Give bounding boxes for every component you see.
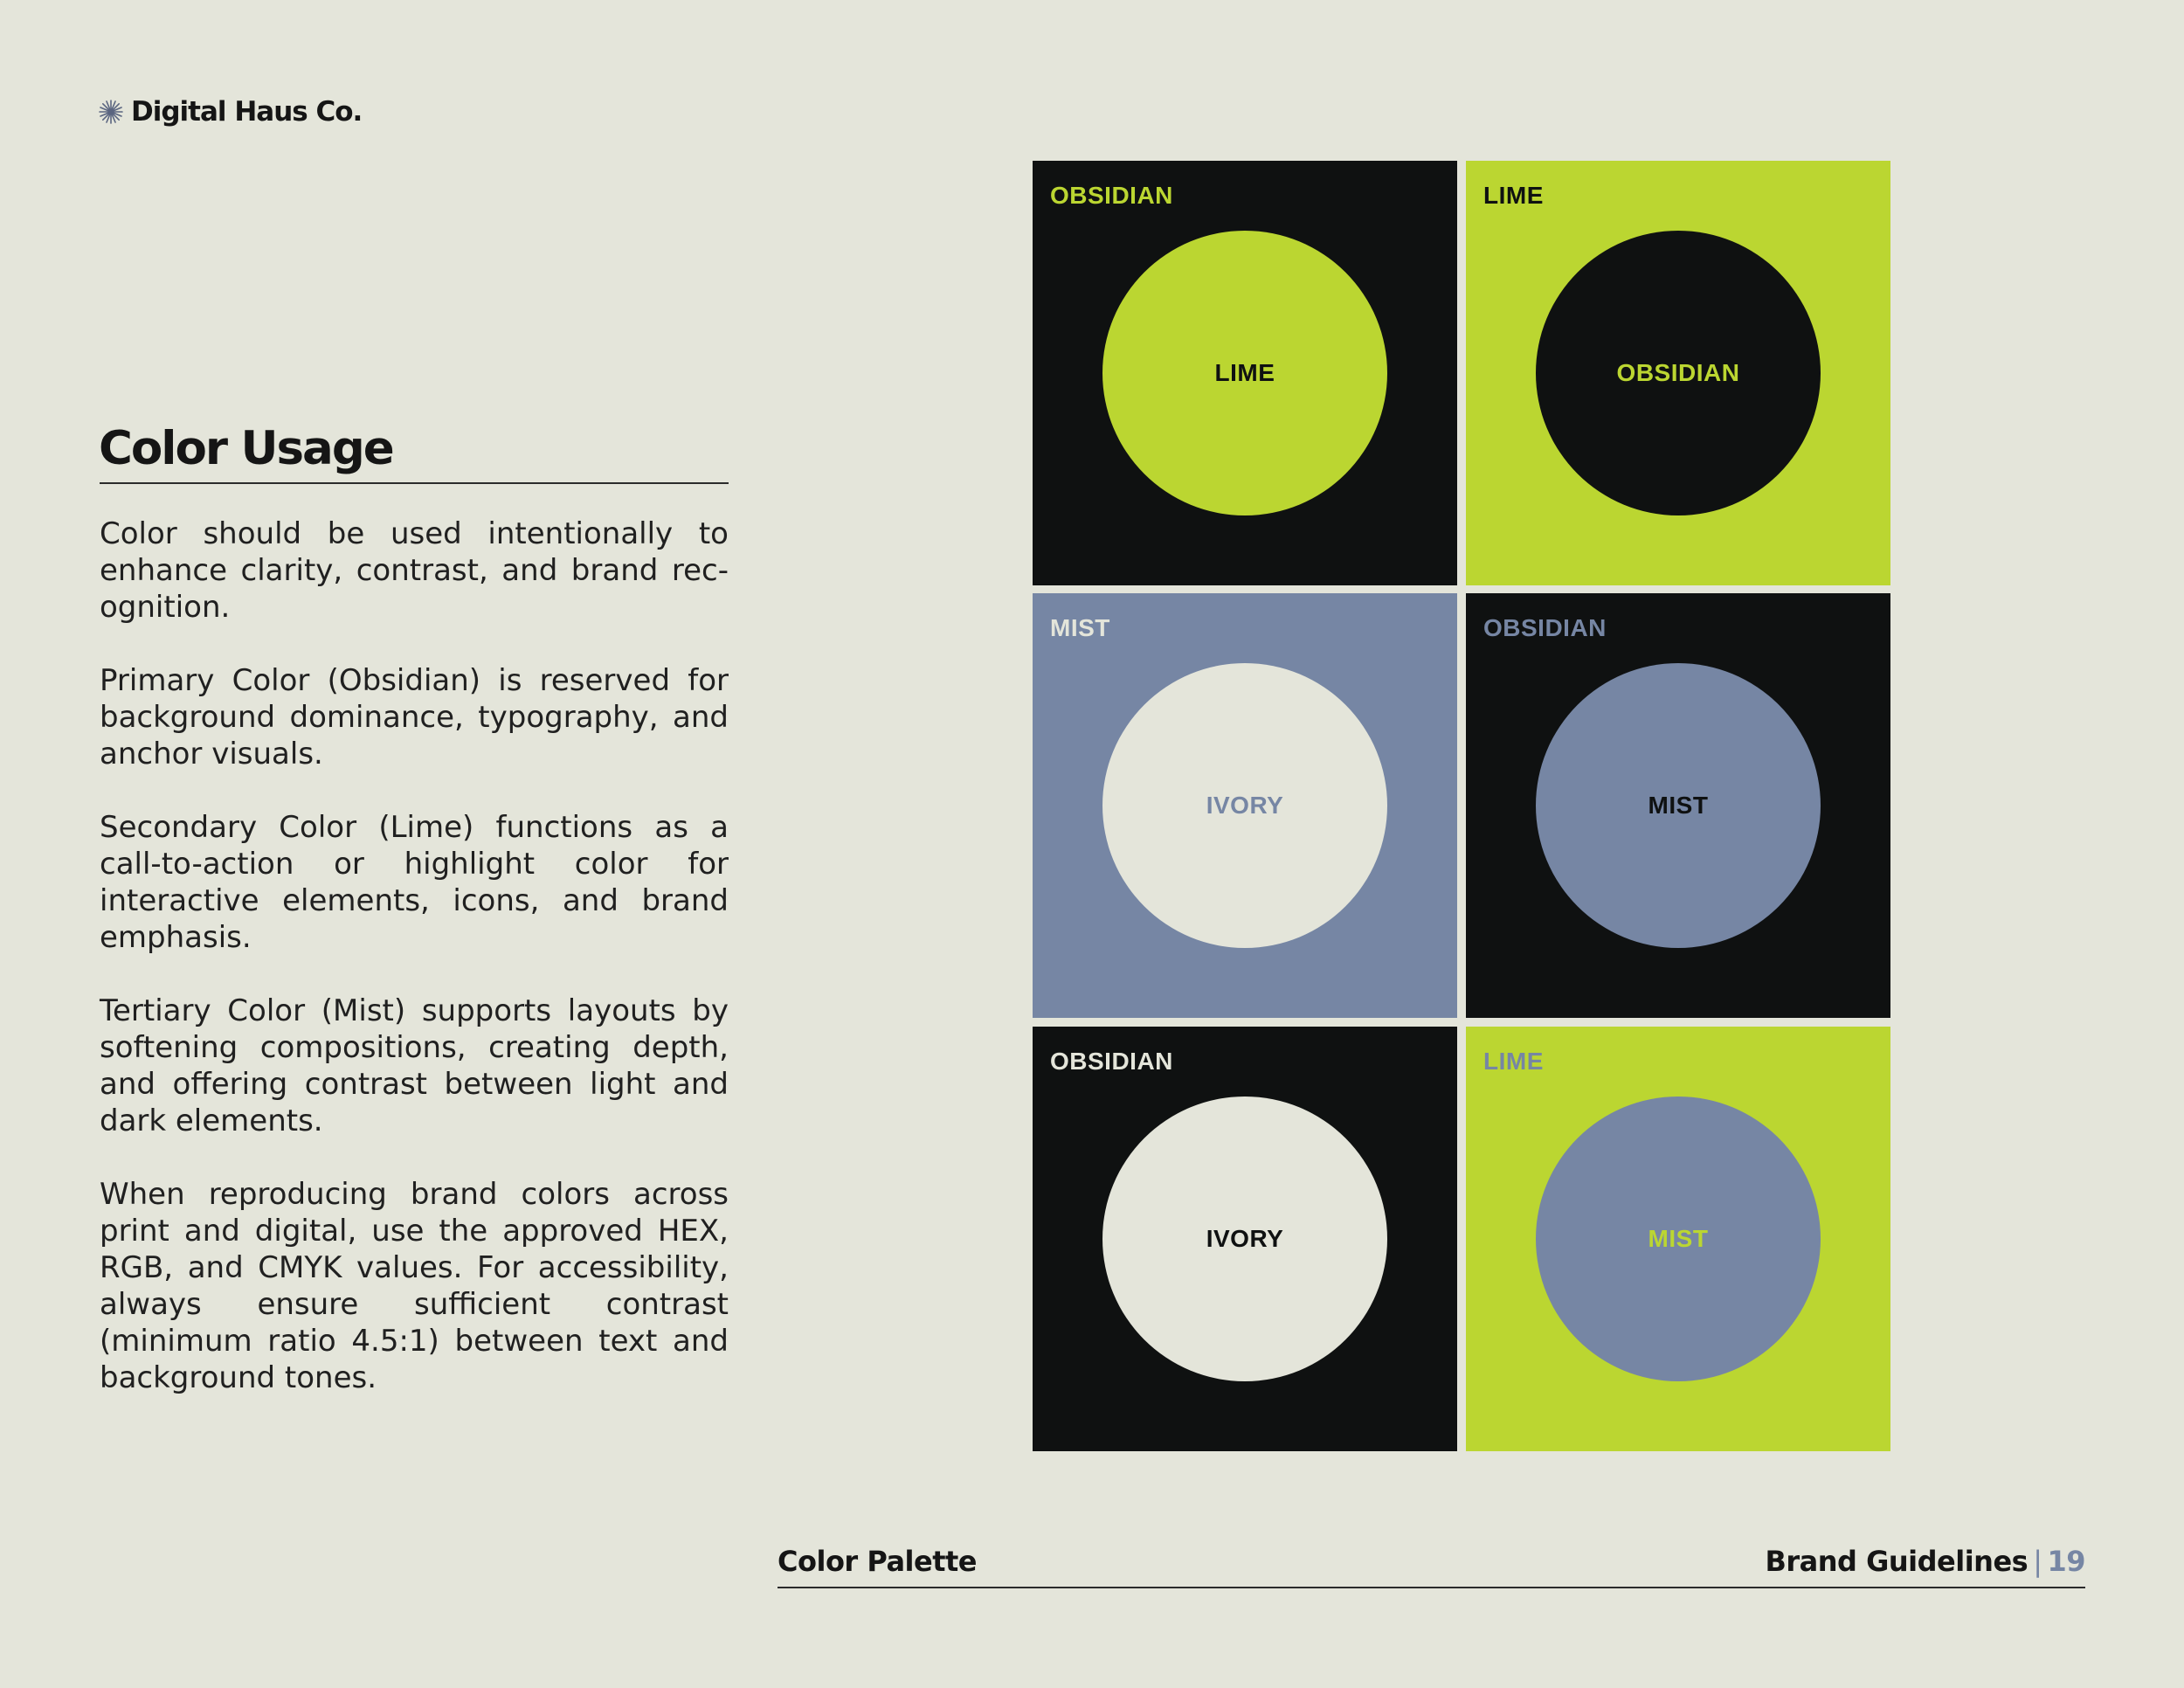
- swatch-circle-label: LIME: [1214, 359, 1275, 386]
- swatch-circle: [1536, 1097, 1821, 1381]
- swatch-bg-label: LIME: [1483, 182, 1544, 209]
- swatch-circle: [1536, 231, 1821, 515]
- swatch-circle: [1102, 231, 1387, 515]
- footer-doc-name: Brand Guidelines: [1765, 1545, 2028, 1578]
- swatch-bg-label: LIME: [1483, 1048, 1544, 1075]
- paragraph-accessibility: When reproducing brand colors across print and digital, use the approved HEX, RGB, and CMYK values. For accessibility, always ensure sufficient contrast (minimum ratio 4.5:1) between text and background tones.: [100, 1177, 729, 1395]
- swatch-tile: [1466, 1027, 1890, 1451]
- swatch-circle: [1536, 663, 1821, 948]
- swatch-circle-label: MIST: [1648, 1225, 1709, 1252]
- swatch-circle-label: MIST: [1648, 792, 1709, 819]
- footer-section-name: Color Palette: [778, 1545, 977, 1578]
- footer-separator: |: [2033, 1545, 2042, 1578]
- swatch-circle: [1102, 663, 1387, 948]
- brand-name: Digital Haus Co.: [131, 96, 363, 128]
- swatch-bg-label: OBSIDIAN: [1050, 182, 1173, 209]
- swatch-tile: [1466, 593, 1890, 1018]
- section-title: Color Usage: [99, 422, 393, 475]
- footer-divider: [778, 1587, 2085, 1588]
- swatch-circle-label: OBSIDIAN: [1616, 359, 1740, 386]
- swatch-circle-label: IVORY: [1206, 792, 1284, 819]
- swatch-circle-label: IVORY: [1206, 1225, 1284, 1252]
- swatch-bg-label: OBSIDIAN: [1050, 1048, 1173, 1075]
- paragraph-primary: Primary Color (Obsidian) is reserved for background dominance, typography, and anchor visuals.: [100, 663, 729, 771]
- swatch-tile: [1033, 161, 1457, 585]
- brand-logo: [98, 96, 362, 128]
- body-copy: [100, 515, 729, 1433]
- swatch-bg-label: MIST: [1050, 614, 1110, 641]
- swatch-tile: [1466, 161, 1890, 585]
- footer-doc-info: [1766, 1545, 2086, 1578]
- title-divider: [100, 482, 729, 484]
- starburst-icon: [98, 99, 124, 125]
- paragraph-intro: Color should be used intentionally to enhance clarity, contrast, and brand recognition.: [100, 516, 729, 625]
- paragraph-secondary: Secondary Color (Lime) functions as a call-to-action or highlight color for interactive elements, icons, and brand emphasis.: [100, 810, 729, 955]
- swatch-bg-label: OBSIDIAN: [1483, 614, 1607, 641]
- swatch-circle: [1102, 1097, 1387, 1381]
- paragraph-tertiary: Tertiary Color (Mist) supports layouts by softening compositions, creating depth, and offering contrast between light and dark elements.: [100, 993, 729, 1138]
- page-number: 19: [2047, 1545, 2085, 1578]
- swatch-tile: [1033, 593, 1457, 1018]
- swatch-tile: [1033, 1027, 1457, 1451]
